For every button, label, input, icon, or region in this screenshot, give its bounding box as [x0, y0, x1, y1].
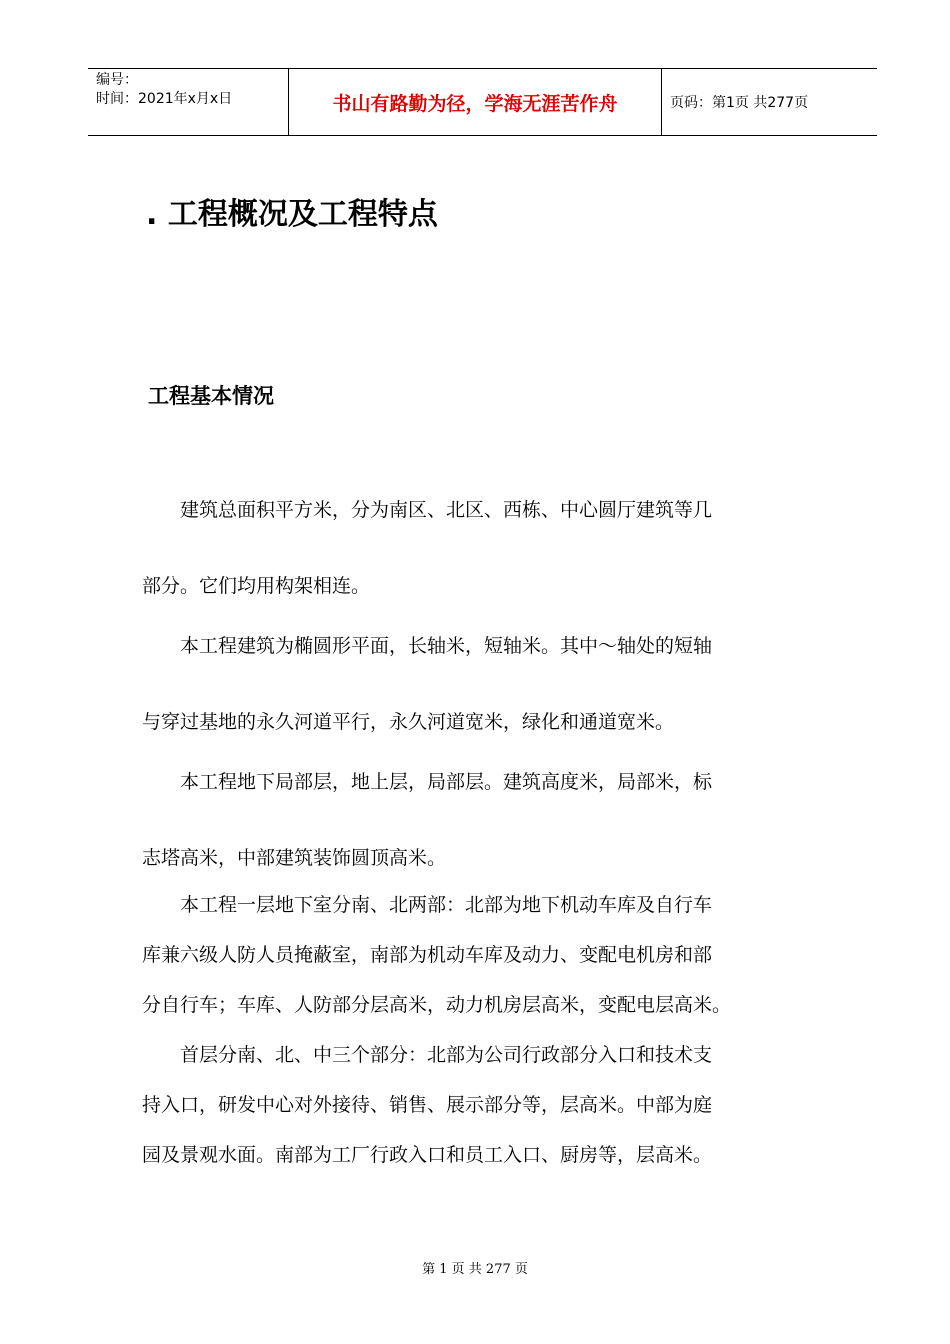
paragraph [142, 744, 832, 896]
time-label: 时间：2021年x月x日 [96, 91, 233, 107]
paragraph [142, 880, 832, 1030]
paragraph-line: 首层分南、北、中三个部分：北部为公司行政部分入口和技术支 [180, 1044, 713, 1066]
page-header [88, 68, 877, 136]
paragraph [142, 1030, 832, 1180]
paragraph-line: 分自行车；车库、人防部分层高米，动力机房层高米，变配电层高米。 [142, 994, 732, 1016]
document-title: . 工程概况及工程特点 [146, 197, 438, 232]
paragraph-line: 园及景观水面。南部为工厂行政入口和员工入口、厨房等，层高米。 [142, 1144, 713, 1166]
header-motto: 书山有路勤为径，学海无涯苦作舟 [332, 92, 618, 115]
paragraph-line: 本工程建筑为椭圆形平面，长轴米，短轴米。其中～轴处的短轴 [180, 635, 713, 657]
paragraph [142, 472, 832, 624]
paragraph-line: 本工程地下局部层，地上层，局部层。建筑高度米，局部米，标 [180, 771, 713, 793]
number-label: 编号： [96, 72, 138, 88]
paragraph-line: 部分。它们均用构架相连。 [142, 575, 371, 597]
paragraph-line: 与穿过基地的永久河道平行，永久河道宽米，绿化和通道宽米。 [142, 711, 675, 733]
page-footer: 第 1 页 共 277 页 [422, 1262, 528, 1277]
paragraph-line: 持入口，研发中心对外接待、销售、展示部分等，层高米。中部为庭 [142, 1094, 713, 1116]
paragraph-line: 本工程一层地下室分南、北两部：北部为地下机动车库及自行车 [180, 894, 713, 916]
header-meta [96, 71, 232, 109]
header-divider [661, 69, 662, 135]
paragraph-line: 库兼六级人防人员掩蔽室，南部为机动车库及动力、变配电机房和部 [142, 944, 713, 966]
header-page-info: 页码：第1页 共277页 [670, 95, 809, 111]
paragraph-line: 建筑总面积平方米，分为南区、北区、西栋、中心圆厅建筑等几 [180, 499, 713, 521]
paragraph-line: 志塔高米，中部建筑装饰圆顶高米。 [142, 847, 447, 869]
section-title: 工程基本情况 [148, 384, 274, 408]
paragraph [142, 608, 832, 760]
